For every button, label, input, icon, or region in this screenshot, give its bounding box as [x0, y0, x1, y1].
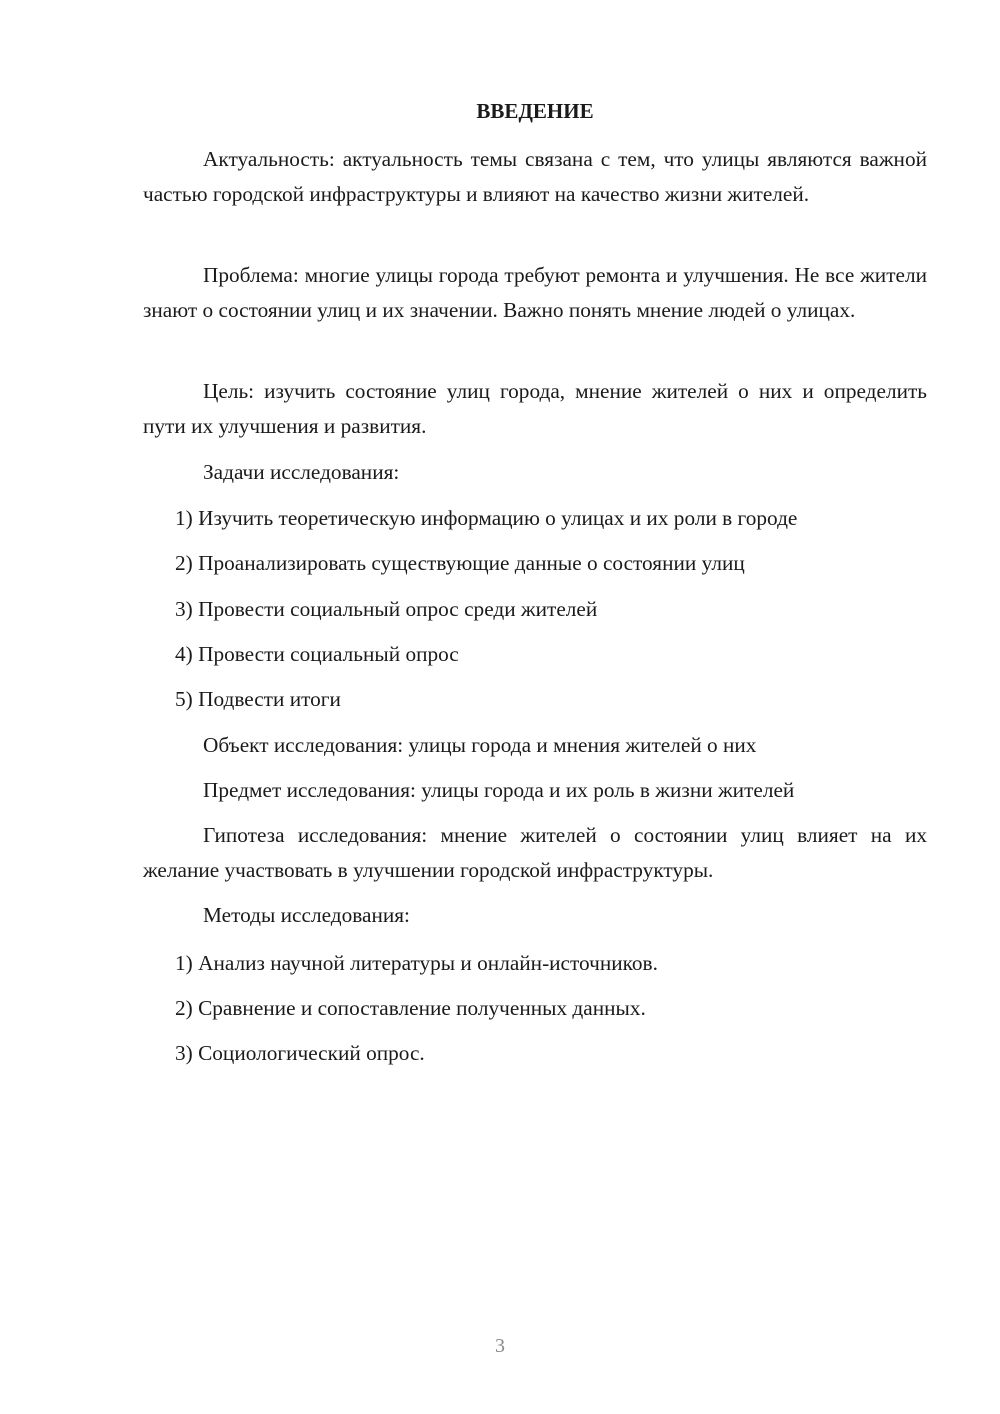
tasks-title: Задачи исследования:	[203, 460, 400, 484]
method-item: 2) Сравнение и сопоставление полученных данных.	[175, 996, 646, 1020]
hypothesis-paragraph: Гипотеза исследования: мнение жителей о состоянии улиц влияет на их желание участвовать в улучшении городской инфраструктуры.	[143, 823, 927, 882]
goal-paragraph: Цель: изучить состояние улиц города, мнение жителей о них и определить пути их улучшения и развития.	[143, 379, 927, 438]
object-paragraph: Объект исследования: улицы города и мнения жителей о них	[203, 733, 757, 757]
page-number: 3	[495, 1335, 505, 1357]
task-item: 1) Изучить теоретическую информацию о улицах и их роли в городе	[175, 506, 798, 530]
methods-title: Методы исследования:	[203, 903, 410, 927]
task-item: 2) Проанализировать существующие данные о состоянии улиц	[175, 551, 745, 575]
relevance-paragraph: Актуальность: актуальность темы связана с тем, что улицы являются важной частью городской инфраструктуры и влияют на качество жизни жителей.	[143, 147, 927, 206]
method-item: 1) Анализ научной литературы и онлайн-источников.	[175, 951, 658, 975]
problem-paragraph: Проблема: многие улицы города требуют ремонта и улучшения. Не все жители знают о состоянии улиц и их значении. Важно понять мнение людей о улицах.	[143, 263, 927, 322]
section-heading: ВВЕДЕНИЕ	[476, 99, 594, 123]
task-item: 3) Провести социальный опрос среди жителей	[175, 597, 598, 621]
method-item: 3) Социологический опрос.	[175, 1041, 425, 1065]
task-item: 5) Подвести итоги	[175, 687, 341, 711]
subject-paragraph: Предмет исследования: улицы города и их роль в жизни жителей	[203, 778, 795, 802]
task-item: 4) Провести социальный опрос	[175, 642, 459, 666]
